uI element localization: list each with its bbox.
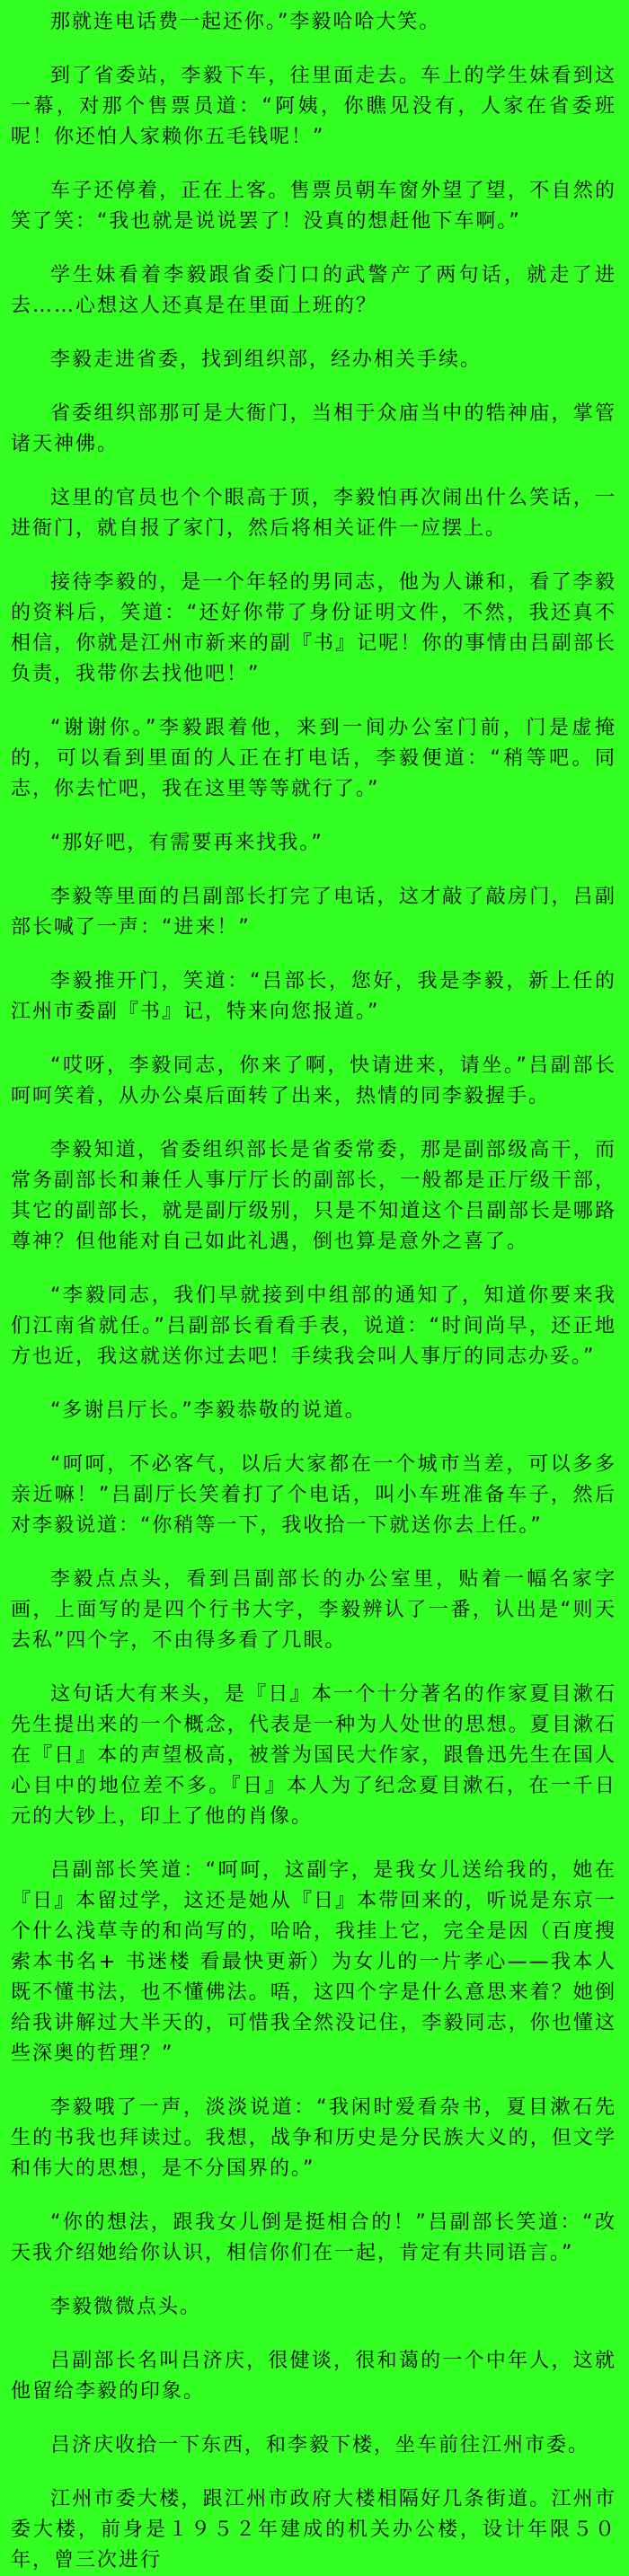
paragraph: “你的想法，跟我女儿倒是挺相合的！”吕副部长笑道：“改天我介绍她给你认识，相信你们在一起，肯定有共同语言。” — [11, 2211, 616, 2264]
paragraph: 车子还停着，正在上客。售票员朝车窗外望了望，不自然的笑了笑：“我也就是说说罢了！没真的想赶他下车啊。” — [11, 180, 616, 233]
paragraph: 李毅微微点头。 — [50, 2296, 202, 2318]
paragraph: 吕副部长笑道：“呵呵，这副字，是我女儿送给我的，她在『日』本留过学，这还是她从『日』本带回来的，听说是东京一个什么浅草寺的和尚写的，哈哈，我挂上它，完全是因（百度搜索本书名+ 书迷楼 看最快更新）为女儿的一片孝心——我本人既不懂书法，也不懂佛法。唔，这四个字是什么意思来着？她倒给我讲解过大半天的，可惜我全然没记住，李毅同志，你也懂这些深奥的哲理？” — [11, 1859, 616, 2065]
paragraph: 吕济庆收拾一下东西，和李毅下楼，坐车前往江州市委。 — [50, 2434, 590, 2457]
paragraph: 李毅点点头，看到吕副部长的办公室里，贴着一幅名家字画，上面写的是四个行书大字，李毅辨认了一番，认出是“则天去私”四个字，不由得多看了几眼。 — [11, 1568, 616, 1652]
paragraph: 李毅知道，省委组织部长是省委常委，那是副部级高干，而常务副部长和兼任人事厅厅长的副部长，一般都是正厅级干部，其它的副部长，就是副厅级别，只是不知道这个吕副部长是哪路尊神？但他能对自己如此礼遇，倒也算是意外之喜了。 — [11, 1139, 616, 1253]
paragraph: 省委组织部那可是大衙门，当相于众庙当中的牿神庙，掌管诸天神佛。 — [11, 402, 616, 455]
paragraph: 接待李毅的，是一个年轻的男同志，他为人谦和，看了李毅的资料后，笑道：“还好你带了身份证明文件，不然，我还真不相信，你就是江州市新来的副『书』记呢！你的事情由吕副部长负责，我带你去找他吧！” — [11, 571, 616, 685]
paragraph: 李毅哦了一声，淡淡说道：“我闲时爱看杂书，夏目漱石先生的书我也拜读过。我想，战争和历史是分民族大义的，但文学和伟大的思想，是不分国界的。” — [11, 2096, 616, 2180]
paragraph: “谢谢你。”李毅跟着他，来到一间办公室门前，门是虚掩的，可以看到里面的人正在打电话，李毅便道：“稍等吧。同志，你去忙吧，我在这里等等就行了。” — [11, 717, 616, 800]
paragraph: 李毅走进省委，找到组织部，经办相关手续。 — [50, 348, 483, 371]
paragraph: “多谢吕厅长。”李毅恭敬的说道。 — [50, 1399, 367, 1422]
paragraph: 学生妹看着李毅跟省委门口的武警产了两句话，就走了进去……心想这人还真是在里面上班的？ — [11, 264, 616, 317]
paragraph: “呵呵，不必客气，以后大家都在一个城市当差，可以多多亲近嘛！”吕副厅长笑着打了个电话，叫小车班准备车子，然后对李毅说道：“你稍等一下，我收拾一下就送你去上任。” — [11, 1453, 616, 1537]
paragraph: 吕副部长名叫吕济庆，很健谈，很和蔼的一个中年人，这就他留给李毅的印象。 — [11, 2350, 616, 2403]
paragraph: “那好吧，有需要再来找我。” — [50, 832, 323, 854]
paragraph: “李毅同志，我们早就接到中组部的通知了，知道你要来我们江南省就任。”吕副部长看看手表，说道：“时间尚早，还正地方也近，我这就送你过去吧！手续我会叫人事厅的同志办妥。” — [11, 1284, 616, 1368]
paragraph: 李毅等里面的吕副部长打完了电话，这才敲了敲房门，吕副部长喊了一声：“进来！” — [11, 886, 616, 939]
paragraph: 到了省委站，李毅下车，往里面走去。车上的学生妹看到这一幕，对那个售票员道：“阿姨，你瞧见没有，人家在省委班呢！你还怕人家赖你五毛钱呢！” — [11, 65, 616, 148]
paragraph: 这里的官员也个个眼高于顶，李毅怕再次闹出什么笑话，一进衙门，就自报了家门，然后将相关证件一应摆上。 — [11, 487, 616, 540]
paragraph: 这句话大有来头，是『日』本一个十分著名的作家夏目漱石先生提出来的一个概念，代表是一种为人处世的思想。夏目漱石在『日』本的声望极高，被誉为国民大作家，跟鲁迅先生在国人心目中的地位差不多。『日』本人为了纪念夏目漱石，在一千日元的大钞上，印上了他的肖像。 — [11, 1683, 616, 1828]
paragraph: 那就连电话费一起还你。”李毅哈哈大笑。 — [50, 11, 441, 33]
paragraph: “哎呀，李毅同志，你来了啊，快请进来，请坐。”吕副部长呵呵笑着，从办公桌后面转了出来，热情的同李毅握手。 — [11, 1054, 616, 1107]
paragraph: 李毅推开门，笑道：“吕部长，您好，我是李毅，新上任的江州市委副『书』记，特来向您报道。” — [11, 970, 616, 1023]
paragraph: 江州市委大楼，跟江州市政府大楼相隔好几条街道。江州市委大楼，前身是１９５２年建成的机关办公楼，设计年限５０年，曾三次进行 — [11, 2488, 616, 2572]
